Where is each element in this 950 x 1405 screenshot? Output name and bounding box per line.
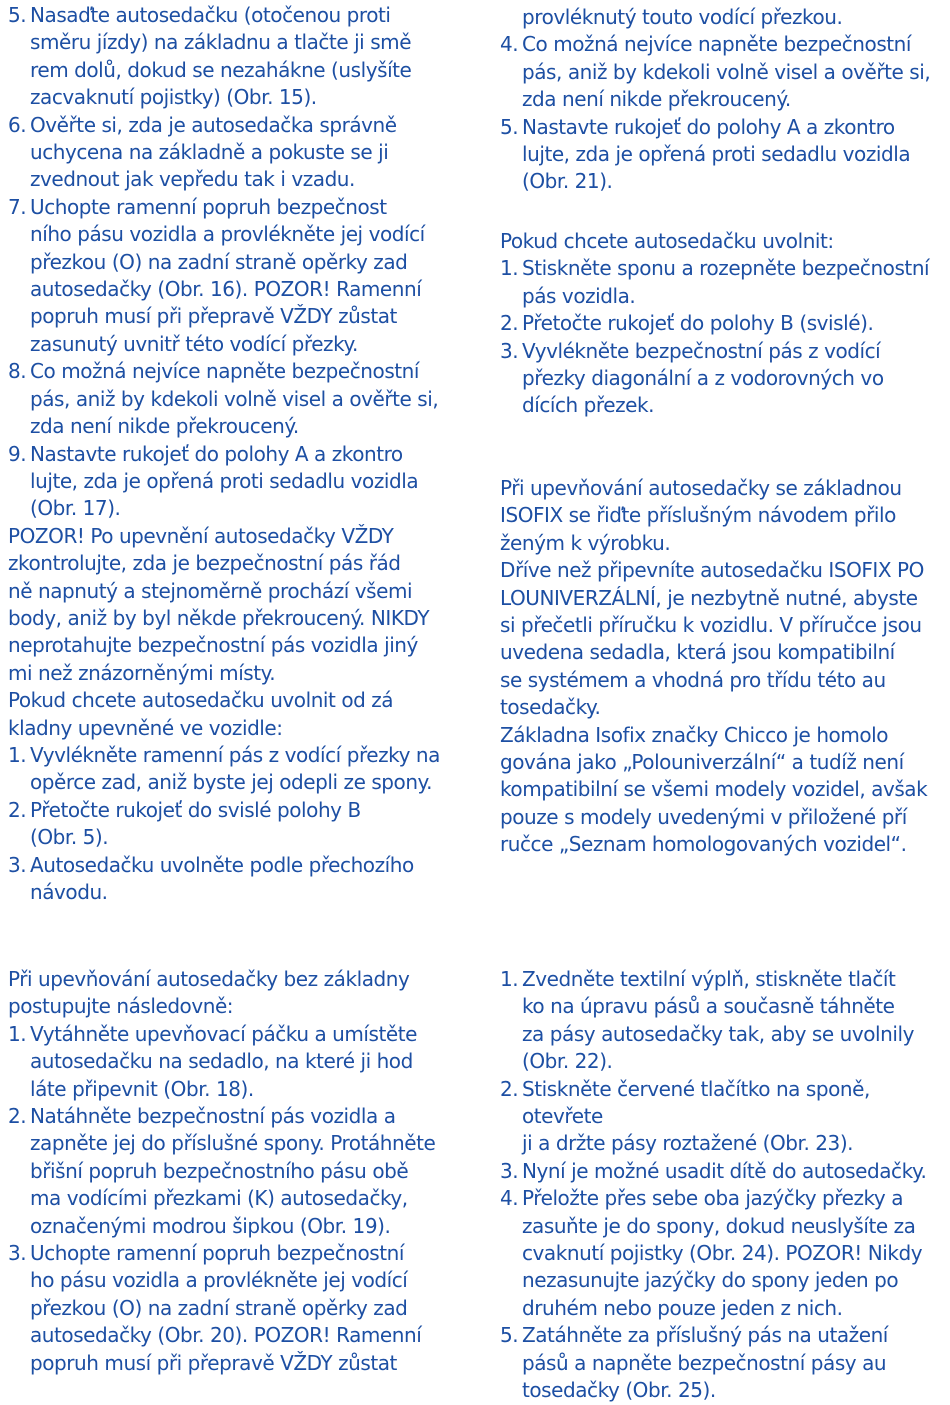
list-item [500,4,940,31]
no-base-intro: Při upevňování autosedačky bez základny postupujte následovně: [8,967,410,1019]
step-number: 3. [500,338,519,363]
step-number: 2. [8,797,27,822]
step-number: 5. [500,1323,519,1348]
list-item [8,1021,448,1103]
step-number: 1. [8,742,27,767]
step-text: Vyvlékněte ramenní pás z vodící přezky na opěrce zad, aniž byste jej odepli ze spony. [30,742,440,795]
step-number: 5. [8,3,27,27]
step-number: 1. [500,256,519,281]
step-text: Nasaďte autosedačku (otočenou proti směru jízdy) na základnu a tlačte ji smě rem dolů, dokud se nezahákne (uslyšíte zacvaknutí pojistky) (Obr. 15). [30,3,412,110]
step-text: Přeložte přes sebe oba jazýčky přezky a zasuňte je do spony, dokud neuslyšíte za cvaknutí pojistky (Obr. 24). POZOR! Nikdy nezasunujte jazýčky do spony jeden po druhém nebo pouze jeden z nich. [522,1186,923,1320]
isofix-paragraph-3: Základna Isofix značky Chicco je homolo gována jako „Polouniverzální“ a tudíž není kompatibilní se všemi modely vozidel, avšak pouze s modely uvedenými v přiložené pří ručce „Seznam homologovaných vozidel“. [500,722,928,857]
step-number: 3. [8,1241,27,1266]
list-item [8,194,448,358]
step-number: 4. [500,1186,519,1211]
step-text: Stiskněte sponu a rozepněte bezpečnostní pás vozidla. [522,256,930,308]
list-item [500,966,940,1076]
list-item [500,338,940,420]
list-item [8,742,448,797]
step-number: 3. [8,852,27,877]
step-text: Přetočte rukojeť do polohy B (svislé). [522,311,874,336]
list-item [500,1076,940,1158]
list-item [8,1240,448,1377]
step-text: Natáhněte bezpečnostní pás vozidla a zapněte jej do příslušné spony. Protáhněte břišní popruh bezpečnostního pásu obě ma vodícími přezkami (K) autosedačky, označenými modrou šipkou (Obr. 19). [30,1104,436,1238]
list-item [8,2,448,112]
continuation-text: provléknutý touto vodící přezkou. [522,5,843,29]
step-number: 2. [8,1104,27,1129]
list-item [500,1158,940,1185]
isofix-paragraph-2: Dříve než připevníte autosedačku ISOFIX PO LOUNIVERZÁLNÍ, je nezbytně nutné, abyste si přečetli příručku k vozidlu. V příručce jsou uvedena sedadla, která jsou kompatibilní se systémem a vhodná pro třídu této au tosedačky. [500,558,924,720]
step-text: Uchopte ramenní popruh bezpečnostní ho pásu vozidla a provlékněte jej vodící přezkou (O) na zadní straně opěrky zad autosedačky (Obr. 20). POZOR! Ramenní popruh musí při přepravě VŽDY zůstat [30,1241,422,1375]
step-number: 4. [500,32,519,57]
list-item [8,1103,448,1240]
step-number: 2. [500,311,519,336]
step-text: Vyvlékněte bezpečnostní pás z vodící přezky diagonální a z vodorovných vo dících přezek. [522,338,884,418]
step-text: Autosedačku uvolněte podle přechozího návodu. [30,852,414,904]
step-number: 2. [500,1076,519,1101]
step-text: Zatáhněte za příslušný pás na utažení pásů a napněte bezpečnostní pásy au tosedačky (Obr. 25). [522,1323,888,1403]
warning-paragraph: POZOR! Po upevnění autosedačky VŽDY zkontrolujte, zda je bezpečnostní pás řád ně napnutý a stejnoměrně prochází všemi body, aniž by byl někde překroucený. NIKDY neprotahujte bezpečnostní pás vozidla jiný mi než znázorněnými místy. [8,523,430,685]
step-text: Nyní je možné usadit dítě do autosedačky. [522,1158,927,1183]
right-top-steps [500,4,940,196]
step-text: Co možná nejvíce napněte bezpečnostní pás, aniž by kdekoli volně visel a ověřte si, zda není nikde překroucený. [522,32,931,112]
step-text: Uchopte ramenní popruh bezpečnost ního pásu vozidla a provlékněte jej vodící přezkou (O) na zadní straně opěrky zad autosedačky (Obr. 16). POZOR! Ramenní popruh musí při přepravě VŽDY zůstat zasunutý uvnitř této vodící přezky. [30,194,425,356]
list-item [8,112,448,194]
step-number: 8. [8,359,27,384]
isofix-paragraph-1: Při upevňování autosedačky se základnou ISOFIX se řiďte příslušným návodem přilo ženým k výrobku. [500,476,902,555]
step-text: Zvedněte textilní výplň, stiskněte tlačít ko na úpravu pásů a současně táhněte za pásy autosedačky tak, aby se uvolnily (Obr. 22). [522,967,914,1074]
list-item [8,797,448,852]
step-text: Stiskněte červené tlačítko na sponě, otevřete ji a držte pásy roztažené (Obr. 23). [522,1076,870,1156]
list-item [500,310,940,337]
right-release-steps [500,228,940,420]
isofix-section [500,475,940,859]
step-text: Vytáhněte upevňovací páčku a umístěte autosedačku na sedadlo, na které ji hod láte připevnit (Obr. 18). [30,1021,418,1101]
step-number: 6. [8,112,27,137]
step-text: Ověřte si, zda je autosedačka správně uchycena na základně a pokuste se ji zvednout jak vepředu tak i vzadu. [30,112,397,192]
step-number: 9. [8,441,27,466]
list-item [500,1185,940,1322]
list-item [8,358,448,440]
step-text: Přetočte rukojeť do svislé polohy B (Obr. 5). [30,797,361,850]
list-item [500,1322,940,1404]
step-text: Co možná nejvíce napněte bezpečnostní pás, aniž by kdekoli volně visel a ověřte si, zda není nikde překroucený. [30,359,439,439]
list-item [500,31,940,113]
list-item [8,441,448,523]
left-top-steps [8,2,448,906]
release-intro: Pokud chcete autosedačku uvolnit: [500,229,834,253]
step-text: Nastavte rukojeť do polohy A a zkontro lujte, zda je opřená proti sedadlu vozidla (Obr. 17). [30,441,419,521]
right-bottom-steps [500,966,940,1405]
step-number: 1. [8,1021,27,1046]
list-item [500,255,940,310]
step-text: Nastavte rukojeť do polohy A a zkontro lujte, zda je opřená proti sedadlu vozidla (Obr. 21). [522,114,911,194]
list-item [8,852,448,907]
release-intro: Pokud chcete autosedačku uvolnit od zá kladny upevněné ve vozidle: [8,688,394,740]
step-number: 7. [8,194,27,219]
step-number: 5. [500,114,519,139]
list-item [500,114,940,196]
left-bottom-steps [8,966,448,1377]
step-number: 3. [500,1158,519,1183]
step-number: 1. [500,967,519,991]
